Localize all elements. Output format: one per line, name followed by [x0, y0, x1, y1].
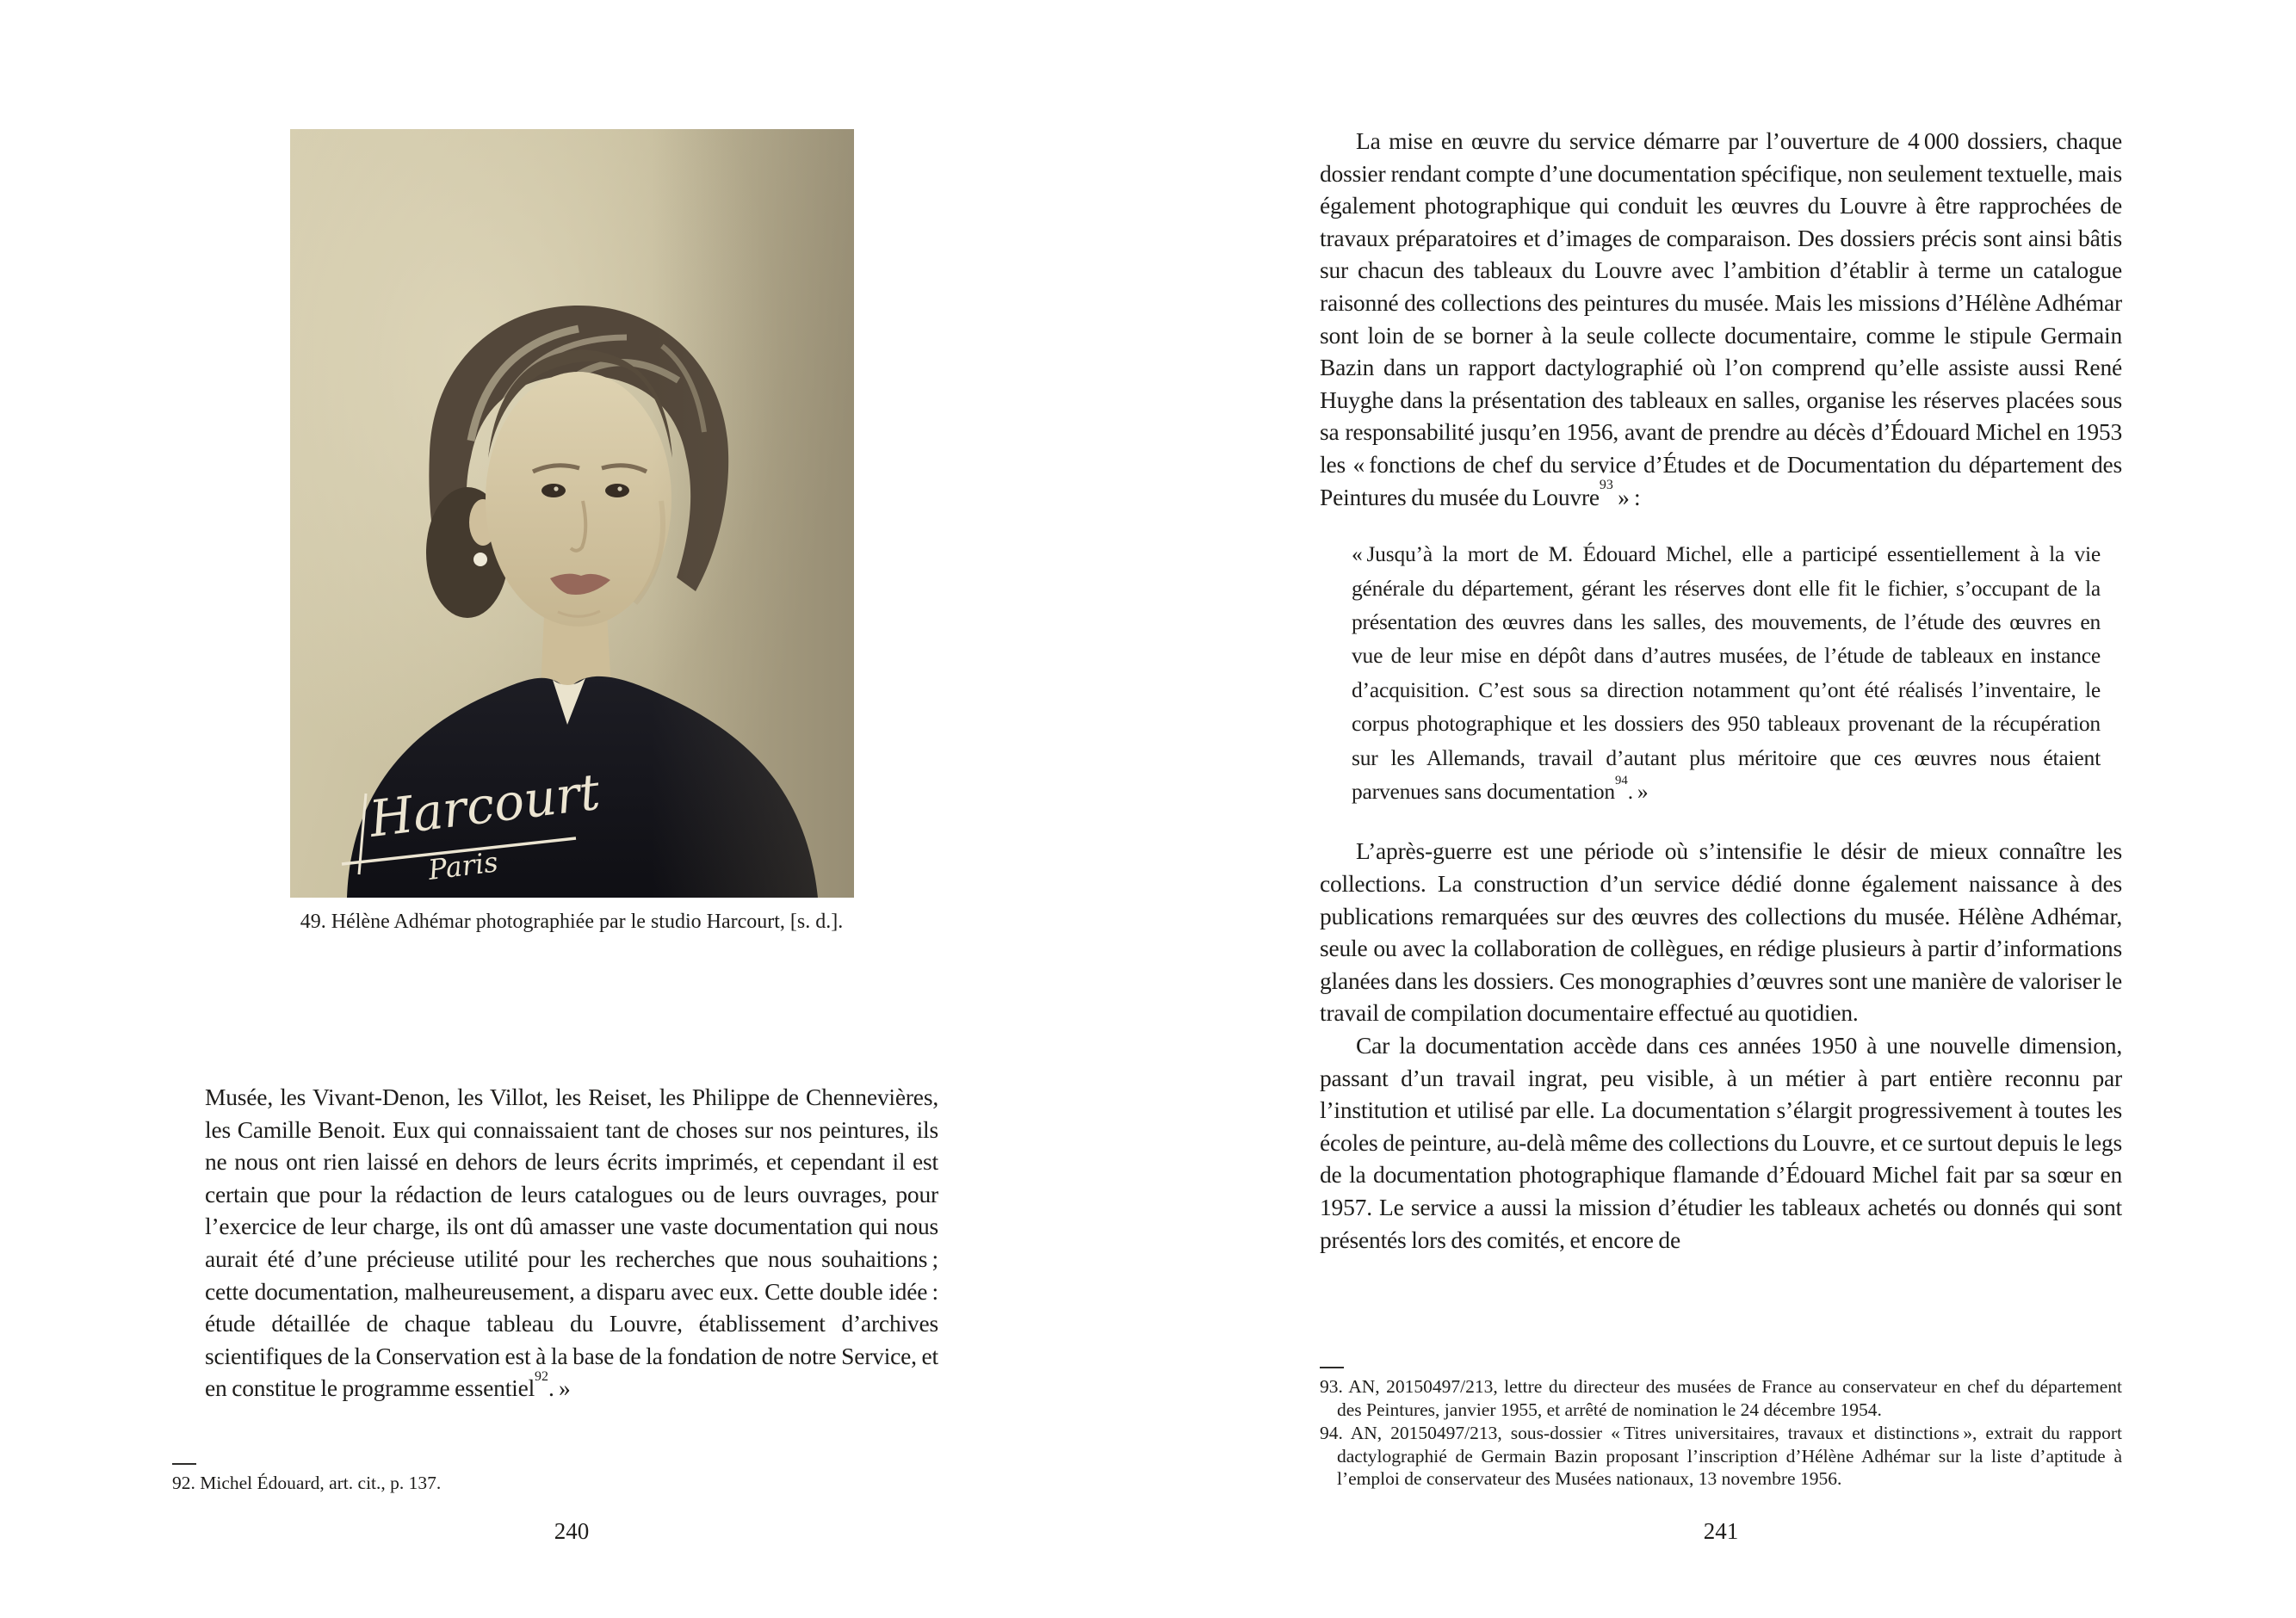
block-quote: « Jusqu’à la mort de M. Édouard Michel, elle a participé essentiellement à la vie générale du département, gérant les réserves dont elle fit le fichier, s’occupant de la présentation des œuvres dans les salles, des mouvements, de l’étude des œuvres en vue de leur mise en dépôt dans d’autres musées, de l’étude de tableaux en instance d’acquisition. C’est sous sa direction notamment qu’ont été réalisés l’inventaire, le corpus photographique et les dossiers des 950 tableaux provenant de la récupération sur les Allemands, travail d’autant plus méritoire que ces œuvres nous étaient parvenues sans documentation$^{94}$. »: [1352, 541, 2101, 804]
signature-name: Harcourt: [366, 762, 603, 849]
right-eye: [605, 484, 629, 497]
portrait-photo: [290, 129, 854, 898]
portrait-photo-illustration: [290, 129, 854, 898]
page-right: [1148, 0, 2296, 1618]
signature-city: Paris: [426, 845, 500, 886]
right-paragraph-2: L’après-guerre est une période où s’intensifie le désir de mieux connaître les collections. La construction d’un service dédié donne également naissance à des publications remarquées sur des œuvres des collections du musée. Hélène Adhémar, seule ou avec la collaboration de collègues, en rédige plusieurs à partir d’informations glanées dans les dossiers. Ces monographies d’œuvres sont une manière de valoriser le travail de compilation documentaire effectué au quotidien.: [1320, 837, 2122, 1027]
footnote-94: [1320, 1422, 2122, 1491]
footnote-93-label: 93.: [1320, 1376, 1343, 1397]
right-footnote-block: [1320, 1367, 2122, 1491]
pearl-earring: [473, 553, 487, 566]
right-paragraph-3: Car la documentation accède dans ces années 1950 à une nouvelle dimension, passant d’un travail ingrat, peu visible, à un métier à part entière reconnu par l’institution et utilisé par elle. La documentation s’élargit progressivement à toutes les écoles de peinture, au-delà même des collections du Louvre, et ce surtout depuis le legs de la documentation photographique flamande d’Édouard Michel fait par sa sœur en 1957. Le service a aussi la mission d’étudier les tableaux achetés ou donnés qui sont présentés lors des comités, et encore de: [1320, 1031, 2122, 1253]
footnote-93-text: AN, 20150497/213, lettre du directeur des musées de France au conservateur en chef du département des Peintures, janvier 1955, et arrêté de nomination le 24 décembre 1954.: [1337, 1376, 2122, 1420]
footnote-94-label: 94.: [1320, 1423, 1343, 1443]
portrait-figure: [290, 129, 854, 898]
footnote-rule: [1320, 1367, 1344, 1368]
footnote-94-text: AN, 20150497/213, sous-dossier « Titres universitaires, travaux et distinctions », extrait du rapport dactylographié de Germain Bazin proposant l’inscription d’Hélène Adhémar sur la liste d’aptitude à l’emploi de conservateur des Musées nationaux, 13 novembre 1956.: [1337, 1423, 2122, 1489]
figure-caption: 49. Hélène Adhémar photographiée par le studio Harcourt, [s. d.].: [300, 911, 844, 933]
footnote-92: [172, 1472, 938, 1495]
left-footnote-block: [172, 1463, 938, 1495]
photo-vignette: [652, 129, 854, 898]
footnote-92-label: 92.: [172, 1473, 195, 1493]
right-paragraph-1: La mise en œuvre du service démarre par l’ouverture de 4 000 dossiers, chaque dossier rendant compte d’une documentation spécifique, non seulement textuelle, mais également photographique qui conduit les œuvres du Louvre à être rapprochées de travaux préparatoires et d’images de comparaison. Des dossiers précis sont ainsi bâtis sur chacun des tableaux du Louvre avec l’ambition d’établir à terme un catalogue raisonné des collections des peintures du musée. Mais les missions d’Hélène Adhémar sont loin de se borner à la seule collecte documentaire, comme le stipule Germain Bazin dans un rapport dactylographié où l’on comprend qu’elle assiste aussi René Huyghe dans la présentation des tableaux en salles, organise les réserves placées sous sa responsabilité jusqu’en 1956, avant de prendre au décès d’Édouard Michel en 1953 les « fonctions de chef du service d’Études et de Documentation du département des Peintures du musée du Louvre$^{93}$ » :: [1320, 127, 2122, 510]
right-text-column: [1320, 125, 2122, 1256]
footnote-93: [1320, 1375, 2122, 1421]
page-number-left: 240: [554, 1518, 590, 1544]
left-eye: [542, 484, 566, 497]
page-number-right: 241: [1703, 1518, 1739, 1544]
left-body-paragraph: Musée, les Vivant-Denon, les Villot, les Reiset, les Philippe de Chennevières, les Camille Benoit. Eux qui connaissaient tant de choses sur nos peintures, ils ne nous ont rien laissé en dehors de leurs écrits imprimés, et cependant il est certain que pour la rédaction de leurs catalogues ou de leurs ouvrages, pour l’exercice de leur charge, ils ont dû amasser une vaste documentation qui nous aurait été d’une précieuse utilité pour les recherches que nous souhaitions ; cette documentation, malheureusement, a disparu avec eux. Cette double idée : étude détaillée de chaque tableau du Louvre, établissement d’archives scientifiques de la Conservation est à la base de la fondation de notre Service, et en constitue le programme essentiel$^{92}$. »: [205, 1084, 938, 1402]
footnote-rule: [172, 1463, 196, 1465]
footnote-92-text: Michel Édouard, art. cit., p. 137.: [200, 1473, 442, 1493]
